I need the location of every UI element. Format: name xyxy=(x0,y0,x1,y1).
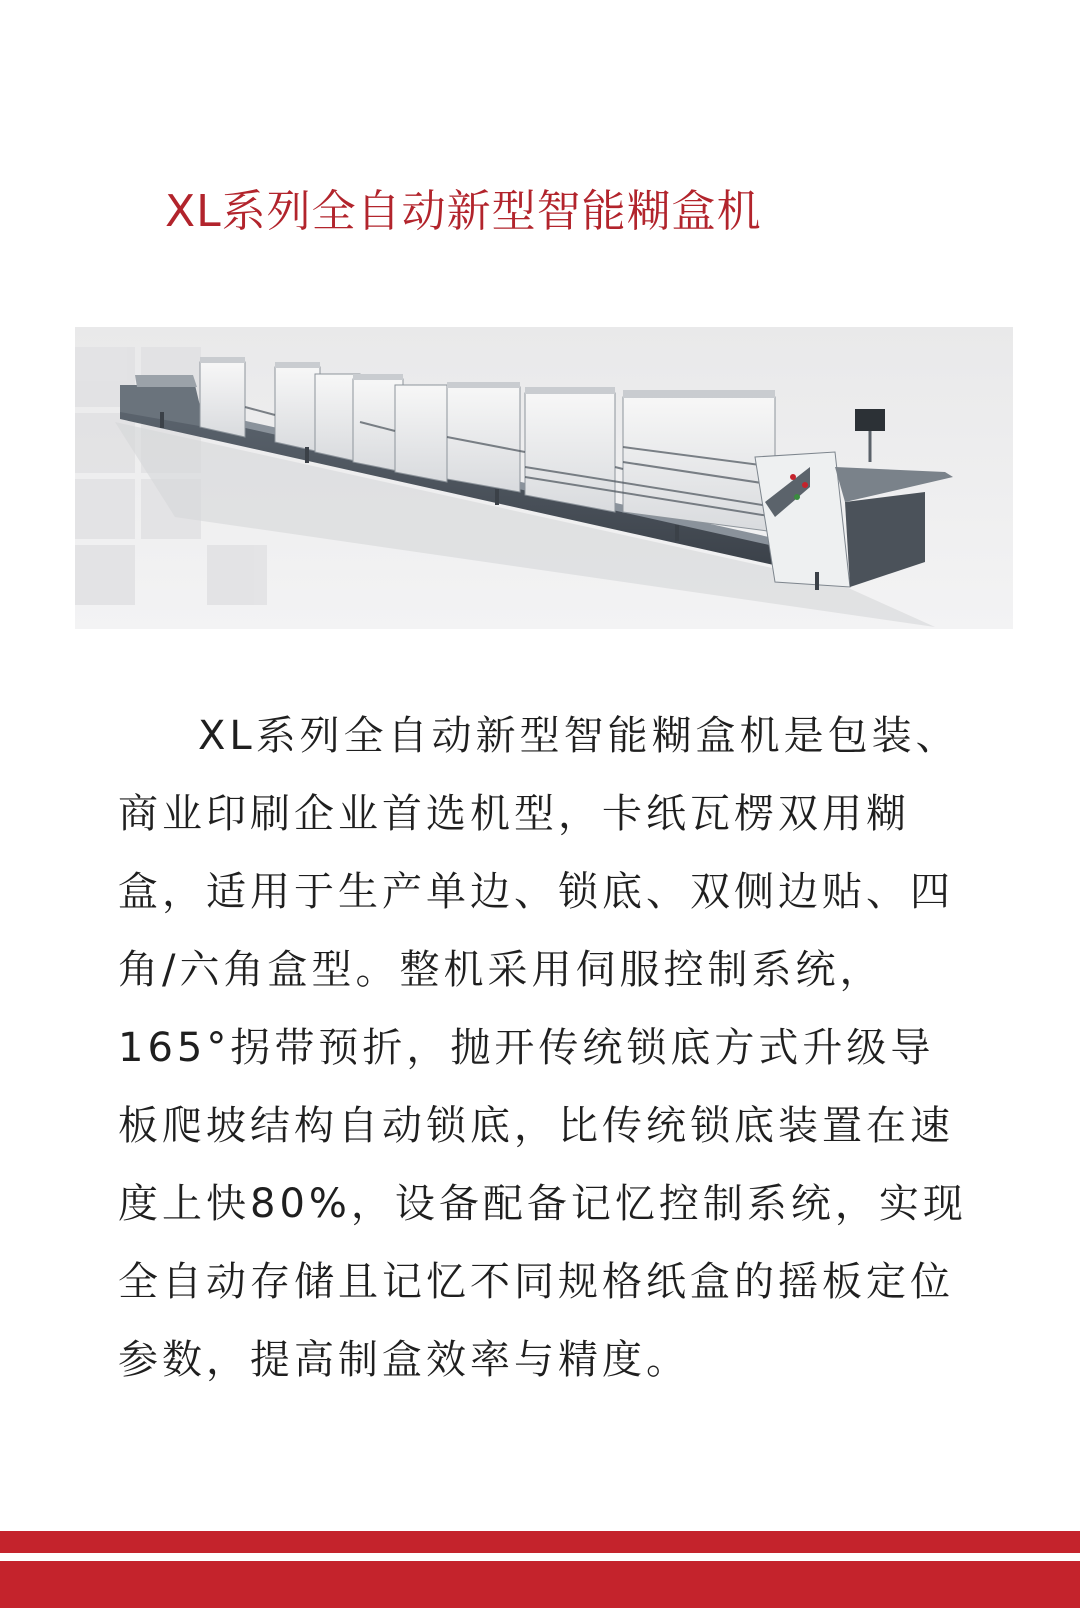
footer-stripe-thick xyxy=(0,1561,1080,1608)
product-description: XL系列全自动新型智能糊盒机是包装、商业印刷企业首选机型，卡纸瓦楞双用糊盒，适用于生产单边、锁底、双侧边贴、四角/六角盒型。整机采用伺服控制系统，165°拐带预折，抛开传统锁底方式升级导板爬坡结构自动锁底，比传统锁底装置在速度上快80%，设备配备记忆控制系统，实现全自动存储且记忆不同规格纸盒的摇板定位参数，提高制盒效率与精度。 xyxy=(118,713,967,1383)
machine-image xyxy=(75,327,1013,629)
page-title: XL系列全自动新型智能糊盒机 xyxy=(165,186,762,237)
footer-stripe-thin xyxy=(0,1531,1080,1553)
